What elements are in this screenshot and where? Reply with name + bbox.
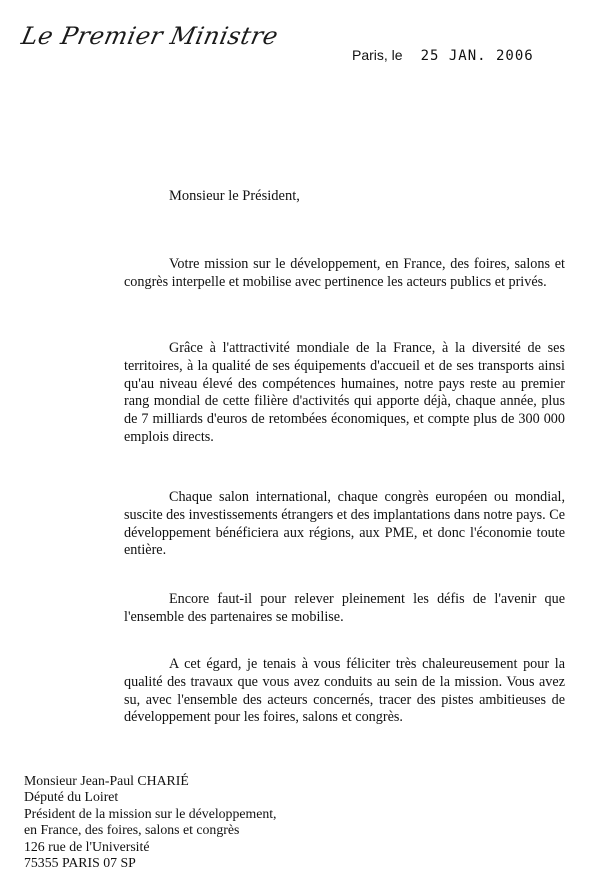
recipient-title: Député du Loiret xyxy=(24,789,119,805)
recipient-name: Monsieur Jean-Paul CHARIÉ xyxy=(24,773,189,788)
recipient-street: 126 rue de l'Université xyxy=(24,838,150,854)
paragraph-defis: Encore faut-il pour relever pleinement les défis de l'avenir que l'ensemble des partenaires se mobilise. xyxy=(124,591,565,625)
recipient-role-line-2: en France, des foires, salons et congrès xyxy=(24,822,240,838)
paragraph-investissements: Chaque salon international, chaque congrès européen ou mondial, suscite des investissements étrangers et des implantations dans notre pays. Ce développement bénéficiera aux régions, aux PME, et donc l'économie toute entière. xyxy=(124,489,565,559)
salutation: Monsieur le Président, xyxy=(169,188,300,204)
recipient-role-line-1: Président de la mission sur le développement, xyxy=(24,805,277,821)
paragraph-attractivite: Grâce à l'attractivité mondiale de la France, à la diversité de ses territoires, à la qualité de ses équipements d'accueil et de ses transports ainsi qu'au niveau élevé des compétences humaines, notre pays reste au premier rang mondial de cette filière d'activités qui apporte déjà, chaque année, plus de 7 milliards d'euros de retombées économiques, et compte plus de 300 000 emplois directs. xyxy=(124,340,565,445)
date-stamp: 25 JAN. 2006 xyxy=(420,48,534,64)
place-date-line xyxy=(352,47,534,64)
letterhead-signature-title: Le Premier Ministre xyxy=(19,22,281,50)
recipient-city: 75355 PARIS 07 SP xyxy=(24,855,136,871)
place-label: Paris, le xyxy=(352,47,403,63)
recipient-address-block xyxy=(24,773,277,871)
paragraph-felicitations: A cet égard, je tenais à vous féliciter très chaleureusement pour la qualité des travaux que vous avez conduits au sein de la mission. Vous avez su, avec l'ensemble des acteurs concernés, tracer des pistes ambitieuses de développement pour les foires, salons et congrès. xyxy=(124,656,565,726)
paragraph-mission: Votre mission sur le développement, en France, des foires, salons et congrès interpelle et mobilise avec pertinence les acteurs publics et privés. xyxy=(124,256,565,290)
